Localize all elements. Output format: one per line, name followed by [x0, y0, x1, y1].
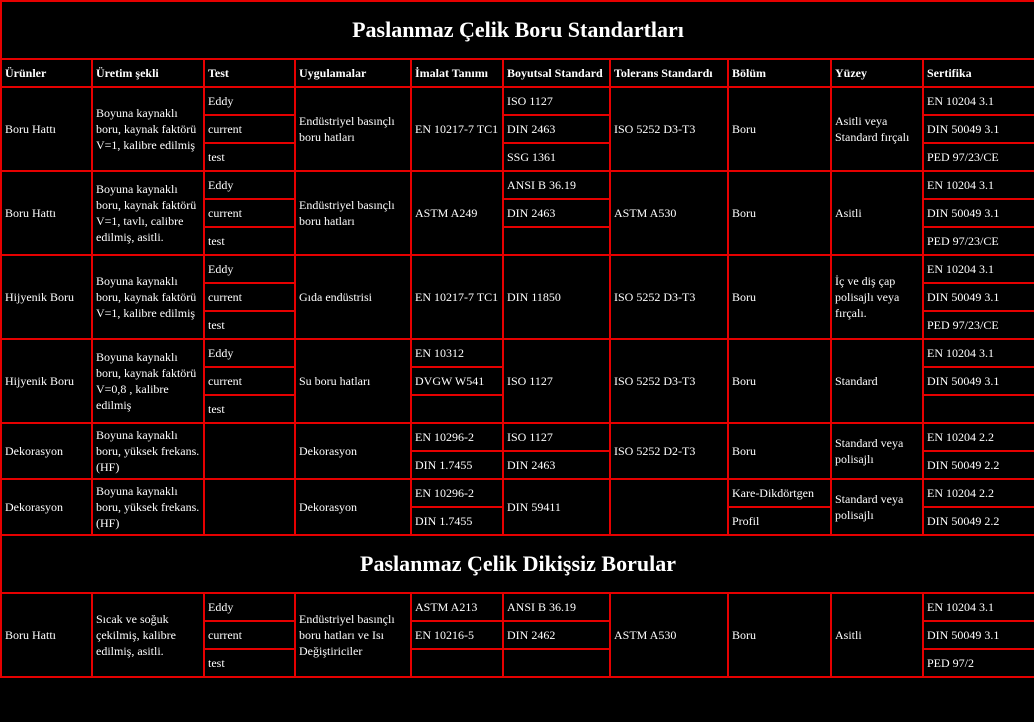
header-cell: Yüzey	[831, 59, 923, 87]
dimension-cell: ANSI B 36.19	[503, 171, 610, 199]
certificate-cell: DIN 50049 3.1	[923, 367, 1034, 395]
certificate-cell: DIN 50049 3.1	[923, 199, 1034, 227]
certificate-cell-empty	[923, 395, 1034, 423]
section-title: Paslanmaz Çelik Dikişsiz Borular	[1, 535, 1034, 593]
application-cell: Endüstriyel basınçlı boru hatları	[295, 87, 411, 171]
product-cell: Dekorasyon	[1, 423, 92, 479]
product-cell: Boru Hattı	[1, 87, 92, 171]
manufacturing-cell-empty	[411, 649, 503, 677]
manufacturing-cell: EN 10217-7 TC1	[411, 87, 503, 171]
manufacturing-cell: EN 10296-2	[411, 423, 503, 451]
method-cell: Boyuna kaynaklı boru, yüksek frekans. (HF)	[92, 479, 204, 535]
application-cell: Dekorasyon	[295, 479, 411, 535]
test-cell: current	[204, 621, 295, 649]
test-cell: current	[204, 199, 295, 227]
header-cell: Uygulamalar	[295, 59, 411, 87]
test-cell: Eddy	[204, 171, 295, 199]
dimension-cell: DIN 59411	[503, 479, 610, 535]
certificate-cell: EN 10204 3.1	[923, 593, 1034, 621]
table-row	[1, 255, 1034, 283]
table-row	[1, 339, 1034, 367]
dimension-cell: ISO 1127	[503, 87, 610, 115]
tolerance-cell: ISO 5252 D3-T3	[610, 87, 728, 171]
dimension-cell: DIN 2462	[503, 621, 610, 649]
certificate-cell: EN 10204 3.1	[923, 171, 1034, 199]
certificate-cell: EN 10204 3.1	[923, 87, 1034, 115]
dimension-cell: DIN 2463	[503, 451, 610, 479]
manufacturing-cell: DIN 1.7455	[411, 507, 503, 535]
header-cell: Sertifika	[923, 59, 1034, 87]
section-cell: Boru	[728, 87, 831, 171]
manufacturing-cell: ASTM A249	[411, 171, 503, 255]
test-cell: test	[204, 395, 295, 423]
tolerance-cell: ISO 5252 D2-T3	[610, 423, 728, 479]
header-cell: Ürünler	[1, 59, 92, 87]
certificate-cell: DIN 50049 2.2	[923, 507, 1034, 535]
certificate-cell: EN 10204 3.1	[923, 339, 1034, 367]
surface-cell: Asitli	[831, 593, 923, 677]
manufacturing-cell: DVGW W541	[411, 367, 503, 395]
product-cell: Dekorasyon	[1, 479, 92, 535]
dimension-cell: DIN 2463	[503, 115, 610, 143]
product-cell: Hijyenik Boru	[1, 255, 92, 339]
certificate-cell: DIN 50049 2.2	[923, 451, 1034, 479]
certificate-cell: PED 97/23/CE	[923, 311, 1034, 339]
dimension-cell: DIN 2463	[503, 199, 610, 227]
dimension-cell: SSG 1361	[503, 143, 610, 171]
method-cell: Boyuna kaynaklı boru, kaynak faktörü V=1, kalibre edilmiş	[92, 87, 204, 171]
certificate-cell: EN 10204 3.1	[923, 255, 1034, 283]
test-cell: current	[204, 367, 295, 395]
dimension-cell-empty	[503, 649, 610, 677]
table-row	[1, 479, 1034, 507]
certificate-cell: EN 10204 2.2	[923, 479, 1034, 507]
table-row	[1, 593, 1034, 621]
tolerance-cell-empty	[610, 479, 728, 535]
certificate-cell: DIN 50049 3.1	[923, 283, 1034, 311]
test-cell: current	[204, 283, 295, 311]
application-cell: Endüstriyel basınçlı boru hatları	[295, 171, 411, 255]
dimension-cell-empty	[503, 227, 610, 255]
product-cell: Hijyenik Boru	[1, 339, 92, 423]
certificate-cell: EN 10204 2.2	[923, 423, 1034, 451]
surface-cell: Standard veya polisajlı	[831, 423, 923, 479]
certificate-cell: PED 97/2	[923, 649, 1034, 677]
test-cell: Eddy	[204, 87, 295, 115]
test-cell: test	[204, 227, 295, 255]
tolerance-cell: ASTM A530	[610, 593, 728, 677]
application-cell: Su boru hatları	[295, 339, 411, 423]
method-cell: Boyuna kaynaklı boru, yüksek frekans. (HF)	[92, 423, 204, 479]
section-cell: Boru	[728, 171, 831, 255]
header-cell: Test	[204, 59, 295, 87]
test-cell: test	[204, 311, 295, 339]
manufacturing-cell: EN 10296-2	[411, 479, 503, 507]
header-cell: Tolerans Standardı	[610, 59, 728, 87]
method-cell: Boyuna kaynaklı boru, kaynak faktörü V=1, tavlı, calibre edilmiş, asitli.	[92, 171, 204, 255]
surface-cell: Asitli	[831, 171, 923, 255]
manufacturing-cell: EN 10217-7 TC1	[411, 255, 503, 339]
section-cell: Boru	[728, 255, 831, 339]
surface-cell: İç ve diş çap polisajlı veya fırçalı.	[831, 255, 923, 339]
test-cell: test	[204, 143, 295, 171]
section-cell: Boru	[728, 339, 831, 423]
test-cell: Eddy	[204, 339, 295, 367]
table-row	[1, 87, 1034, 115]
section-cell: Kare-Dikdörtgen	[728, 479, 831, 507]
table-row	[1, 423, 1034, 451]
certificate-cell: PED 97/23/CE	[923, 143, 1034, 171]
tolerance-cell: ISO 5252 D3-T3	[610, 255, 728, 339]
test-cell-empty	[204, 423, 295, 479]
test-cell: current	[204, 115, 295, 143]
certificate-cell: DIN 50049 3.1	[923, 115, 1034, 143]
section-cell: Boru	[728, 593, 831, 677]
dimension-cell: ISO 1127	[503, 423, 610, 451]
certificate-cell: PED 97/23/CE	[923, 227, 1034, 255]
application-cell: Gıda endüstrisi	[295, 255, 411, 339]
surface-cell: Asitli veya Standard fırçalı	[831, 87, 923, 171]
header-cell: Boyutsal Standard	[503, 59, 610, 87]
method-cell: Boyuna kaynaklı boru, kaynak faktörü V=0,8 , kalibre edilmiş	[92, 339, 204, 423]
header-cell: İmalat Tanımı	[411, 59, 503, 87]
test-cell: Eddy	[204, 255, 295, 283]
surface-cell: Standard	[831, 339, 923, 423]
dimension-cell: ANSI B 36.19	[503, 593, 610, 621]
product-cell: Boru Hattı	[1, 593, 92, 677]
dimension-cell: ISO 1127	[503, 339, 610, 423]
manufacturing-cell-empty	[411, 395, 503, 423]
table-title: Paslanmaz Çelik Boru Standartları	[1, 1, 1034, 59]
product-cell: Boru Hattı	[1, 171, 92, 255]
test-cell: Eddy	[204, 593, 295, 621]
method-cell: Sıcak ve soğuk çekilmiş, kalibre edilmiş, asitli.	[92, 593, 204, 677]
table-row	[1, 171, 1034, 199]
certificate-cell: DIN 50049 3.1	[923, 621, 1034, 649]
manufacturing-cell: EN 10216-5	[411, 621, 503, 649]
application-cell: Endüstriyel basınçlı boru hatları ve Isı Değiştiriciler	[295, 593, 411, 677]
section-cell: Boru	[728, 423, 831, 479]
test-cell-empty	[204, 479, 295, 535]
manufacturing-cell: DIN 1.7455	[411, 451, 503, 479]
application-cell: Dekorasyon	[295, 423, 411, 479]
method-cell: Boyuna kaynaklı boru, kaynak faktörü V=1, kalibre edilmiş	[92, 255, 204, 339]
header-row	[1, 59, 1034, 87]
manufacturing-cell: EN 10312	[411, 339, 503, 367]
surface-cell: Standard veya polisajlı	[831, 479, 923, 535]
tolerance-cell: ISO 5252 D3-T3	[610, 339, 728, 423]
header-cell: Bölüm	[728, 59, 831, 87]
section-cell: Profil	[728, 507, 831, 535]
dimension-cell: DIN 11850	[503, 255, 610, 339]
tolerance-cell: ASTM A530	[610, 171, 728, 255]
test-cell: test	[204, 649, 295, 677]
manufacturing-cell: ASTM A213	[411, 593, 503, 621]
header-cell: Üretim şekli	[92, 59, 204, 87]
